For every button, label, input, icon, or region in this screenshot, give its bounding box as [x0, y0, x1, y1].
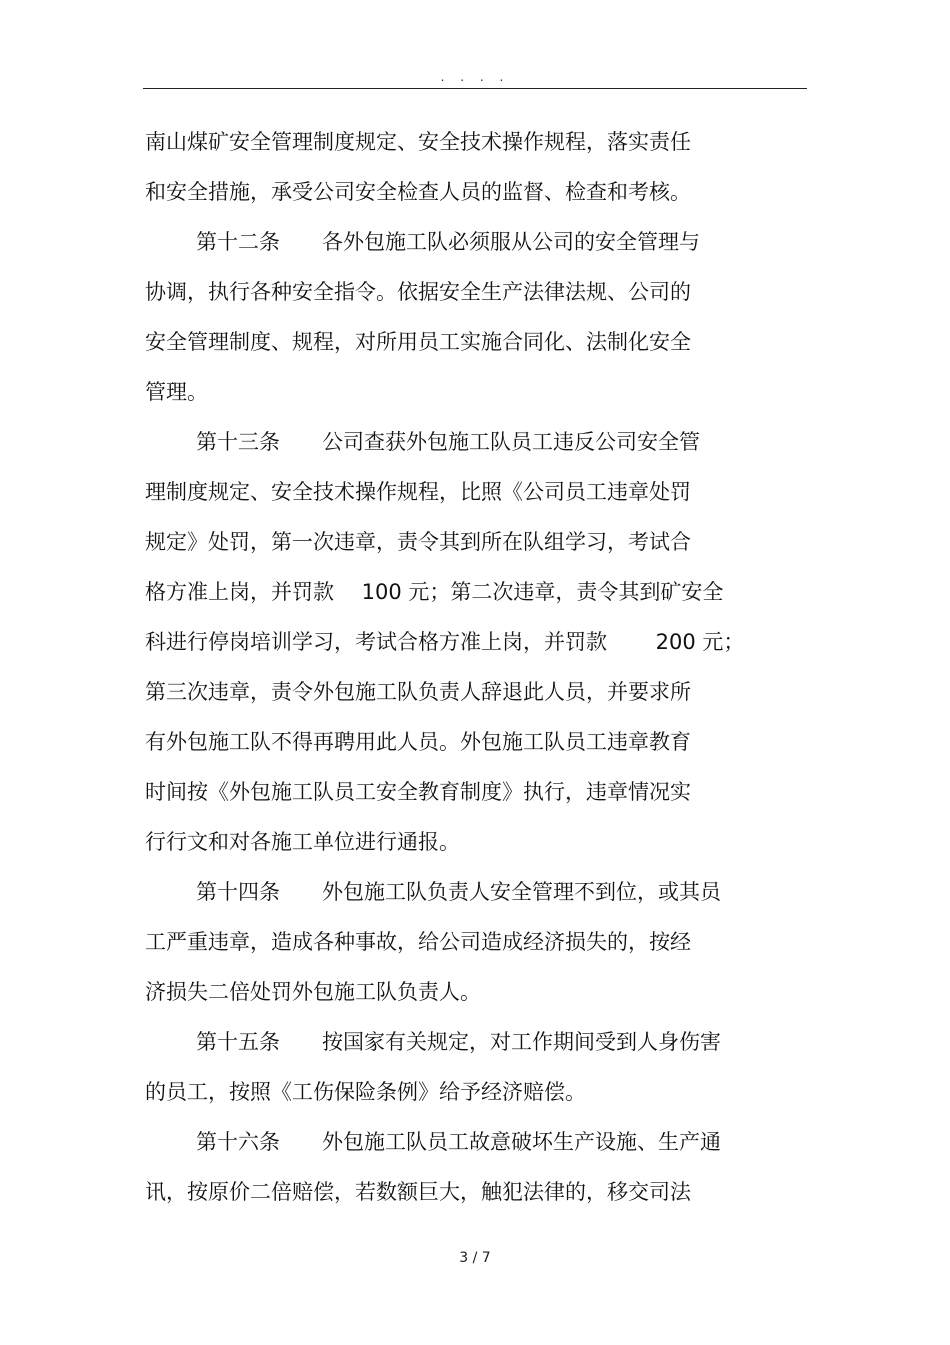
text-line: 讯，按原价二倍赔偿，若数额巨大，触犯法律的，移交司法 [145, 1180, 691, 1204]
text-line: 南山煤矿安全管理制度规定、安全技术操作规程，落实责任 [145, 130, 691, 154]
text-line: 格方准上岗，并罚款 100 元；第二次违章，责令其到矿安全 [145, 580, 724, 604]
article-16-heading-line: 第十六条 外包施工队员工故意破坏生产设施、生产通 [196, 1130, 721, 1154]
text-line: 时间按《外包施工队员工安全教育制度》执行，违章情况实 [145, 780, 691, 804]
text-line: 行行文和对各施工单位进行通报。 [145, 830, 460, 854]
header-rule [143, 88, 807, 89]
article-12-heading-line: 第十二条 各外包施工队必须服从公司的安全管理与 [196, 230, 700, 254]
text-line: 协调，执行各种安全指令。依据安全生产法律法规、公司的 [145, 280, 691, 304]
text-line: 济损失二倍处罚外包施工队负责人。 [145, 980, 481, 1004]
text-line: 理制度规定、安全技术操作规程，比照《公司员工违章处罚 [145, 480, 691, 504]
text-line: 的员工，按照《工伤保险条例》给予经济赔偿。 [145, 1080, 586, 1104]
article-13-heading-line: 第十三条 公司查获外包施工队员工违反公司安全管 [196, 430, 700, 454]
page-number: 3 / 7 [459, 1250, 491, 1266]
text-line: 工严重违章，造成各种事故，给公司造成经济损失的，按经 [145, 930, 691, 954]
text-line: 科进行停岗培训学习，考试合格方准上岗，并罚款 200 元； [145, 630, 745, 654]
article-15-heading-line: 第十五条 按国家有关规定，对工作期间受到人身伤害 [196, 1030, 721, 1054]
article-14-heading-line: 第十四条 外包施工队负责人安全管理不到位，或其员 [196, 880, 721, 904]
text-line: 规定》处罚，第一次违章，责令其到所在队组学习，考试合 [145, 530, 691, 554]
text-line: 安全管理制度、规程，对所用员工实施合同化、法制化安全 [145, 330, 691, 354]
text-line: 管理。 [145, 380, 208, 404]
header-dots: . . . . [440, 70, 510, 84]
text-line: 第三次违章，责令外包施工队负责人辞退此人员，并要求所 [145, 680, 691, 704]
text-line: 有外包施工队不得再聘用此人员。外包施工队员工违章教育 [145, 730, 691, 754]
text-line: 和安全措施，承受公司安全检查人员的监督、检查和考核。 [145, 180, 691, 204]
